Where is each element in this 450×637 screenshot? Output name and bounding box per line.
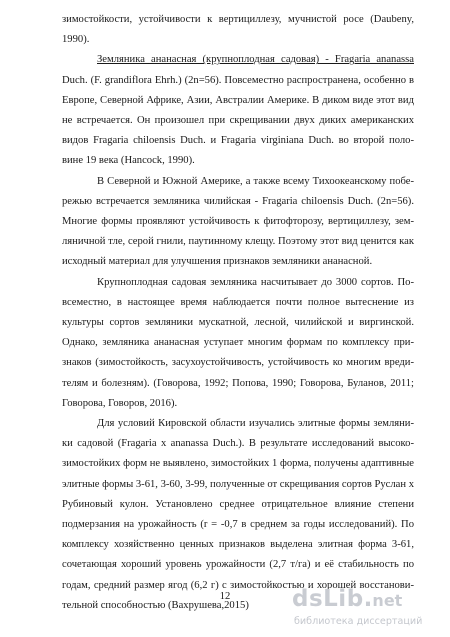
document-body bbox=[62, 10, 414, 616]
watermark bbox=[292, 586, 440, 632]
text-line: телям и болезням). (Говорова, 1992; Попова, 1990; Говорова, Буланов, 2011; bbox=[62, 377, 414, 389]
text-line: подмерзания на урожайность (r = -0,7 в среднем за годы исследований). По bbox=[62, 519, 414, 531]
text-line: исходный материал для улучшения признаков земляники ананасной. bbox=[62, 256, 373, 268]
text-line: Для условий Кировской области изучались элитные формы земляни- bbox=[97, 418, 414, 430]
text-line: всеместно, в настоящее время наблюдается почти полное вытеснение из bbox=[62, 296, 414, 308]
text-line: годам, средний размер ягод (6,2 г) с зимостойкостью и хорошей восстанови- bbox=[62, 579, 414, 591]
watermark-dot: . bbox=[363, 586, 373, 612]
text-line: элитные формы 3-61, 3-60, 3-99, полученные от скрещивания сортов Руслан х bbox=[62, 478, 414, 490]
text-line: Многие формы проявляют устойчивость к фитофторозу, вертициллезу, зем- bbox=[62, 216, 414, 228]
paragraph-1 bbox=[62, 10, 414, 50]
text-line: Duch. (F. grandiflora Ehrh.) (2n=56). Повсеместно распространена, особенно в bbox=[62, 74, 414, 86]
text-line: видов Fragaria chiloensis Duch. и Fragaria virginiana Duch. во второй поло- bbox=[62, 135, 414, 147]
text-line: культуры сортов земляники мускатной, лесной, чилийской и виргинской. bbox=[62, 317, 414, 329]
text-line: 1990). bbox=[62, 34, 90, 46]
text-line: ляничной тле, серой гнили, паутинному клещу. Поэтому этот вид ценится как bbox=[62, 236, 414, 248]
text-line: знаков (зимостойкость, засухоустойчивость, устойчивость ко многим вреди- bbox=[62, 357, 414, 369]
watermark-tld: net bbox=[372, 591, 403, 610]
watermark-logo bbox=[292, 586, 402, 612]
text-line: не встречается. Он произошел при скрещивании двух диких американских bbox=[62, 115, 414, 127]
text-line: Крупноплодная садовая земляника насчитывает до 3000 сортов. По- bbox=[97, 276, 414, 288]
text-line: ки садовой (Fragaria x ananassa Duch.). В результате исследований высоко- bbox=[62, 438, 414, 450]
paragraph-2 bbox=[62, 50, 414, 171]
text-line: зимостойкости, устойчивости к вертициллезу, мучнистой росе (Daubeny, bbox=[62, 14, 414, 25]
paragraph-3 bbox=[62, 172, 414, 273]
text-line: Земляника ананасная (крупноплодная садовая) - Fragaria ananassa bbox=[97, 54, 414, 66]
text-line: сочетающая хороший уровень урожайности (2,7 т/га) и её стабильность по bbox=[62, 559, 414, 571]
watermark-subtitle: библиотека диссертаций bbox=[294, 616, 423, 627]
paragraph-4 bbox=[62, 273, 414, 414]
text-line: Однако, земляника ананасная уступает многим формам по комплексу при- bbox=[62, 337, 414, 349]
text-line: зимостойких форм не выявлено, зимостойких 1 форма, получены адаптивные bbox=[62, 458, 414, 470]
page-number: 12 bbox=[219, 591, 231, 602]
text-line: Европе, Северной Африке, Азии, Австралии Америке. В диком виде этот вид bbox=[62, 94, 414, 106]
text-line: вине 19 века (Hancock, 1990). bbox=[62, 155, 195, 167]
text-line: Рубиновый кулон. Установлено среднее отрицательное влияние степени bbox=[62, 498, 414, 510]
text-line: тельной способностью (Вахрушева,2015) bbox=[62, 599, 249, 611]
text-line: В Северной и Южной Америке, а также всему Тихоокеанскому побе- bbox=[97, 175, 414, 187]
text-line: Говорова, Говоров, 2016). bbox=[62, 397, 178, 409]
watermark-name: dsLib bbox=[292, 586, 364, 612]
text-line: режью встречается земляника чилийская - Fragaria chiloensis Duch. (2n=56). bbox=[62, 195, 414, 207]
text-line: комплексу хозяйственно ценных признаков выделена элитная форма 3-61, bbox=[62, 539, 414, 551]
